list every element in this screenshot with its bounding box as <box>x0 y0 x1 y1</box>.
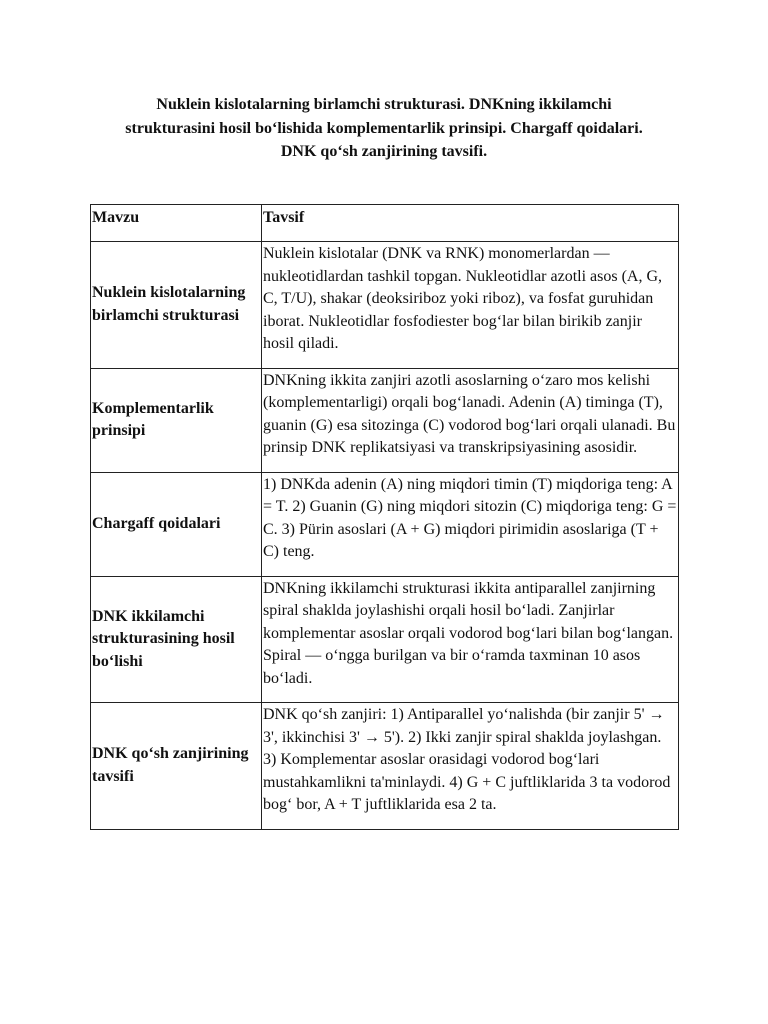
row-description: DNKning ikkita zanjiri azotli asoslarning o‘zaro mos kelishi (komplementarligi) orqali bog‘lanadi. Adenin (A) timinga (T), guanin (G) esa sitozinga (C) vodorod bog‘lari orqali ulanadi. Bu prinsip DNK replikatsiyasi va transkripsiyasining asosidir. <box>262 368 679 472</box>
row-topic: DNK ikkilamchi strukturasining hosil bo‘lishi <box>91 576 262 703</box>
table-row <box>91 242 679 369</box>
topics-table <box>90 204 679 830</box>
title-line-1: Nuklein kislotalarning birlamchi strukturasi. DNKning ikkilamchi <box>156 96 612 113</box>
title-line-3: DNK qo‘sh zanjirining tavsifi. <box>280 143 488 160</box>
row-topic: Chargaff qoidalari <box>91 472 262 576</box>
document-title <box>60 93 708 164</box>
row-description: DNK qo‘sh zanjiri: 1) Antiparallel yo‘nalishda (bir zanjir 5' → 3', ikkinchisi 3' → 5'). 2) Ikki zanjir spiral shaklda joylashgan. 3) Komplementar asoslar orasidagi vodorod bog‘lari mustahkamlikni ta'minlaydi. 4) G + C juftliklarida 3 ta vodorod bog‘ bor, A + T juftliklarida esa 2 ta. <box>262 703 679 830</box>
table-row <box>91 368 679 472</box>
header-topic: Mavzu <box>91 205 262 242</box>
header-description: Tavsif <box>262 205 679 242</box>
table-header-row <box>91 205 679 242</box>
row-description: 1) DNKda adenin (A) ning miqdori timin (T) miqdoriga teng: A = T. 2) Guanin (G) ning miqdori sitozin (C) miqdoriga teng: G = C. 3) Pürin asoslari (A + G) miqdori pirimidin asoslariga (T + C) teng. <box>262 472 679 576</box>
row-topic: Nuklein kislotalarning birlamchi strukturasi <box>91 242 262 369</box>
row-description: Nuklein kislotalar (DNK va RNK) monomerlardan — nukleotidlardan tashkil topgan. Nukleotidlar azotli asos (A, G, C, T/U), shakar (deoksiriboz yoki riboz), va fosfat guruhidan iborat. Nukleotidlar fosfodiester bog‘lar bilan birikib zanjir hosil qiladi. <box>262 242 679 369</box>
row-topic: Komplementarlik prinsipi <box>91 368 262 472</box>
table-row <box>91 703 679 830</box>
row-topic: DNK qo‘sh zanjirining tavsifi <box>91 703 262 830</box>
table-row <box>91 472 679 576</box>
table-row <box>91 576 679 703</box>
title-line-2: strukturasini hosil bo‘lishida komplementarlik prinsipi. Chargaff qoidalari. <box>125 119 643 137</box>
row-description: DNKning ikkilamchi strukturasi ikkita antiparallel zanjirning spiral shaklda joylashishi orqali hosil bo‘ladi. Zanjirlar komplementar asoslar orqali vodorod bog‘lari bilan bog‘langan. Spiral — o‘ngga burilgan va bir o‘ramda taxminan 10 asos bo‘ladi. <box>262 576 679 703</box>
